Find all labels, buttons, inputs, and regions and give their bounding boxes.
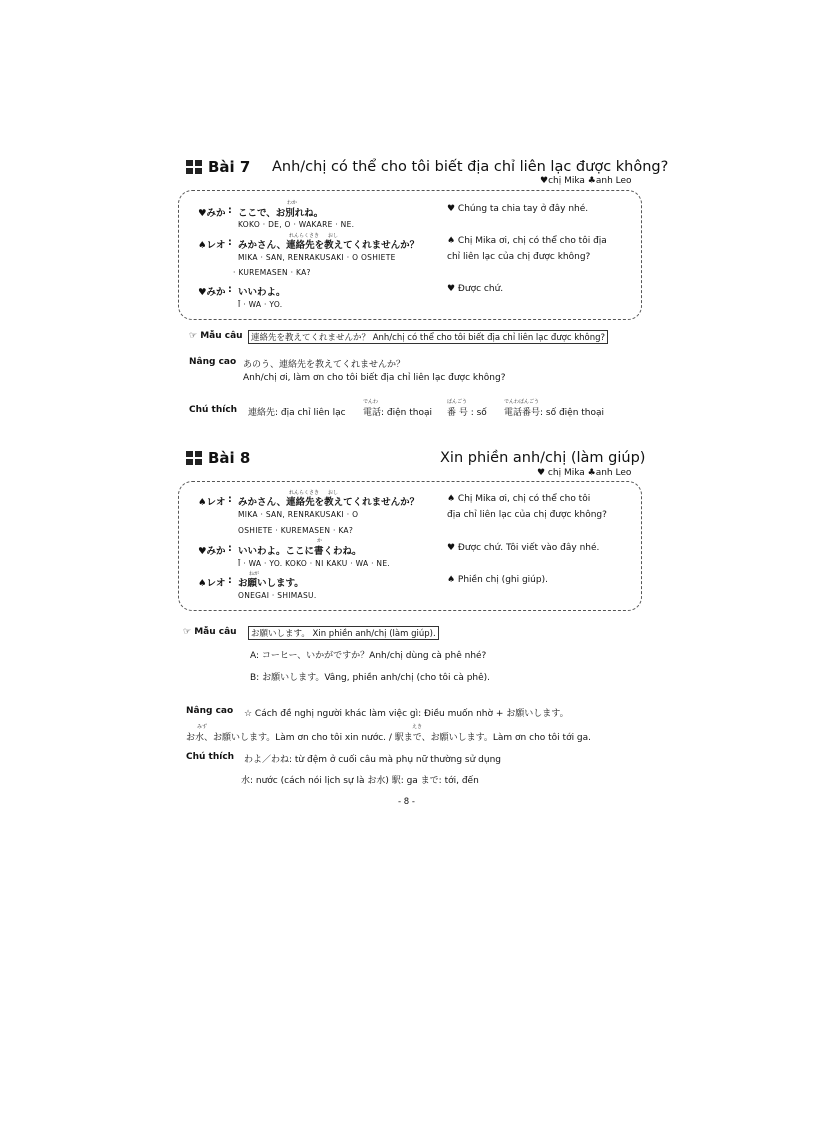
furigana: れんらくさき bbox=[289, 490, 320, 496]
dialogue-romaji: MIKA · SAN, RENRAKUSAKI · O OSHIETE bbox=[238, 253, 396, 262]
dialogue-speaker: ♥みか bbox=[198, 287, 226, 298]
dialogue-jp: お願いします。 bbox=[238, 578, 304, 589]
chu-thich-item: わよ／わね: từ đệm ở cuối câu mà phụ nữ thường sử dụng bbox=[244, 755, 501, 765]
dialogue-vietnamese: ♠ Chị Mika ơi, chị có thể cho tôi bbox=[447, 494, 591, 504]
dialogue-speaker: ♠レオ bbox=[198, 578, 226, 589]
dialogue-romaji: KOKO · DE, O · WAKARE · NE. bbox=[238, 220, 355, 229]
mau-cau-sentence: お願いします。 Xin phiền anh/chị (làm giúp). bbox=[248, 626, 439, 640]
lesson-8-roles: ♥ chị Mika ♣anh Leo bbox=[537, 468, 632, 478]
dialogue-speaker: ♥みか bbox=[198, 208, 226, 219]
nang-cao-vi: Anh/chị ơi, làm ơn cho tôi biết địa chỉ liên lạc được không? bbox=[243, 373, 506, 383]
chu-thich-item: 連絡先: địa chỉ liên lạc bbox=[248, 408, 346, 418]
lesson-8-icon bbox=[186, 451, 203, 465]
chu-thich-label: Chú thích bbox=[189, 405, 238, 415]
chu-thich-item: 水: nước (cách nói lịch sự là お水) 駅: ga まで: tới, đến bbox=[241, 776, 479, 786]
dialogue-jp: ここで、お別れね。 bbox=[238, 208, 324, 219]
example-b: B: お願いします。Vâng, phiền anh/chị (cho tôi cà phê). bbox=[250, 673, 491, 683]
example-a: A: コーヒー、いかがですか？Anh/chị dùng cà phê nhé? bbox=[250, 651, 487, 661]
dialogue-speaker: ♠レオ bbox=[198, 240, 226, 251]
lesson-8-title: Xin phiền anh/chị (làm giúp) bbox=[440, 450, 646, 466]
dialogue-vietnamese: ♠ Chị Mika ơi, chị có thể cho tôi địa bbox=[447, 236, 607, 246]
dialogue-vietnamese: ♥ Chúng ta chia tay ở đây nhé. bbox=[447, 204, 589, 214]
mau-cau-label: ☞ Mẫu câu bbox=[189, 331, 243, 341]
furigana: おし bbox=[328, 490, 339, 496]
dialogue-speaker: ♠レオ bbox=[198, 497, 226, 508]
dialogue-vietnamese: ♥ Được chứ. Tôi viết vào đây nhé. bbox=[447, 543, 600, 553]
mau-cau-sentence: 連絡先を教えてくれませんか？ Anh/chị có thể cho tôi biết địa chỉ liên lạc được không? bbox=[248, 330, 608, 344]
dialogue-romaji: Ī · WA · YO. bbox=[238, 300, 283, 309]
furigana: れんらくさき bbox=[289, 233, 320, 239]
chu-thich-item: 電話番号: số điện thoại bbox=[504, 408, 605, 418]
dialogue-romaji: OSHIETE · KUREMASEN · KA? bbox=[238, 526, 354, 535]
dialogue-jp: みかさん、連絡先を教えてくれませんか？ bbox=[238, 497, 420, 508]
furigana: ばんごう bbox=[447, 399, 468, 405]
furigana: おし bbox=[328, 233, 339, 239]
mau-cau-label: ☞ Mẫu câu bbox=[183, 627, 237, 637]
furigana: ねが bbox=[249, 571, 260, 577]
nang-cao-text: ☆ Cách đề nghị người khác làm việc gì: Điều muốn nhờ + お願いします。 bbox=[244, 709, 569, 719]
chu-thich-item: 電話: điện thoại bbox=[363, 408, 432, 418]
lesson-7-title: Anh/chị có thể cho tôi biết địa chỉ liên lạc được không? bbox=[272, 159, 669, 175]
lesson-8-number: Bài 8 bbox=[208, 449, 251, 467]
dialogue-speaker: ♥みか bbox=[198, 546, 226, 557]
dialogue-jp: いいわよ。 bbox=[238, 287, 286, 298]
dialogue-vietnamese: chỉ liên lạc của chị được không? bbox=[447, 252, 591, 262]
chu-thich-label: Chú thích bbox=[186, 752, 235, 762]
dialogue-vietnamese: địa chỉ liên lạc của chị được không? bbox=[447, 510, 607, 520]
nang-cao-label: Nâng cao bbox=[186, 706, 234, 716]
dialogue-jp: いいわよ。ここに書くわね。 bbox=[238, 546, 362, 557]
furigana: えき bbox=[412, 724, 423, 730]
chu-thich-item: 番 号 : số bbox=[447, 408, 487, 418]
lesson-7-roles: ♥chị Mika ♣anh Leo bbox=[540, 176, 632, 186]
lesson-7-icon bbox=[186, 160, 203, 174]
furigana: わか bbox=[287, 200, 298, 206]
dialogue-vietnamese: ♥ Được chứ. bbox=[447, 284, 504, 294]
page-number: - 8 - bbox=[398, 797, 415, 807]
dialogue-romaji: MIKA · SAN, RENRAKUSAKI · O bbox=[238, 510, 359, 519]
furigana: みず bbox=[197, 724, 208, 730]
dialogue-vietnamese: ♠ Phiền chị (ghi giúp). bbox=[447, 575, 548, 585]
lesson-7-number: Bài 7 bbox=[208, 158, 251, 176]
nang-cao-jp: あのう、連絡先を教えてくれませんか？ bbox=[243, 360, 406, 370]
furigana: でんわばんごう bbox=[504, 399, 540, 405]
furigana: か bbox=[317, 538, 323, 544]
furigana: でんわ bbox=[363, 399, 379, 405]
dialogue-romaji: Ī · WA · YO. KOKO · NI KAKU · WA · NE. bbox=[238, 559, 391, 568]
nang-cao-label: Nâng cao bbox=[189, 357, 237, 367]
dialogue-jp: みかさん、連絡先を教えてくれませんか？ bbox=[238, 240, 420, 251]
dialogue-romaji: · KUREMASEN · KA? bbox=[233, 268, 311, 277]
dialogue-romaji: ONEGAI · SHIMASU. bbox=[238, 591, 317, 600]
nang-cao-example: お水、お願いします。Làm ơn cho tôi xin nước. / 駅まで、お願いします。Làm ơn cho tôi tới ga. bbox=[186, 733, 592, 743]
